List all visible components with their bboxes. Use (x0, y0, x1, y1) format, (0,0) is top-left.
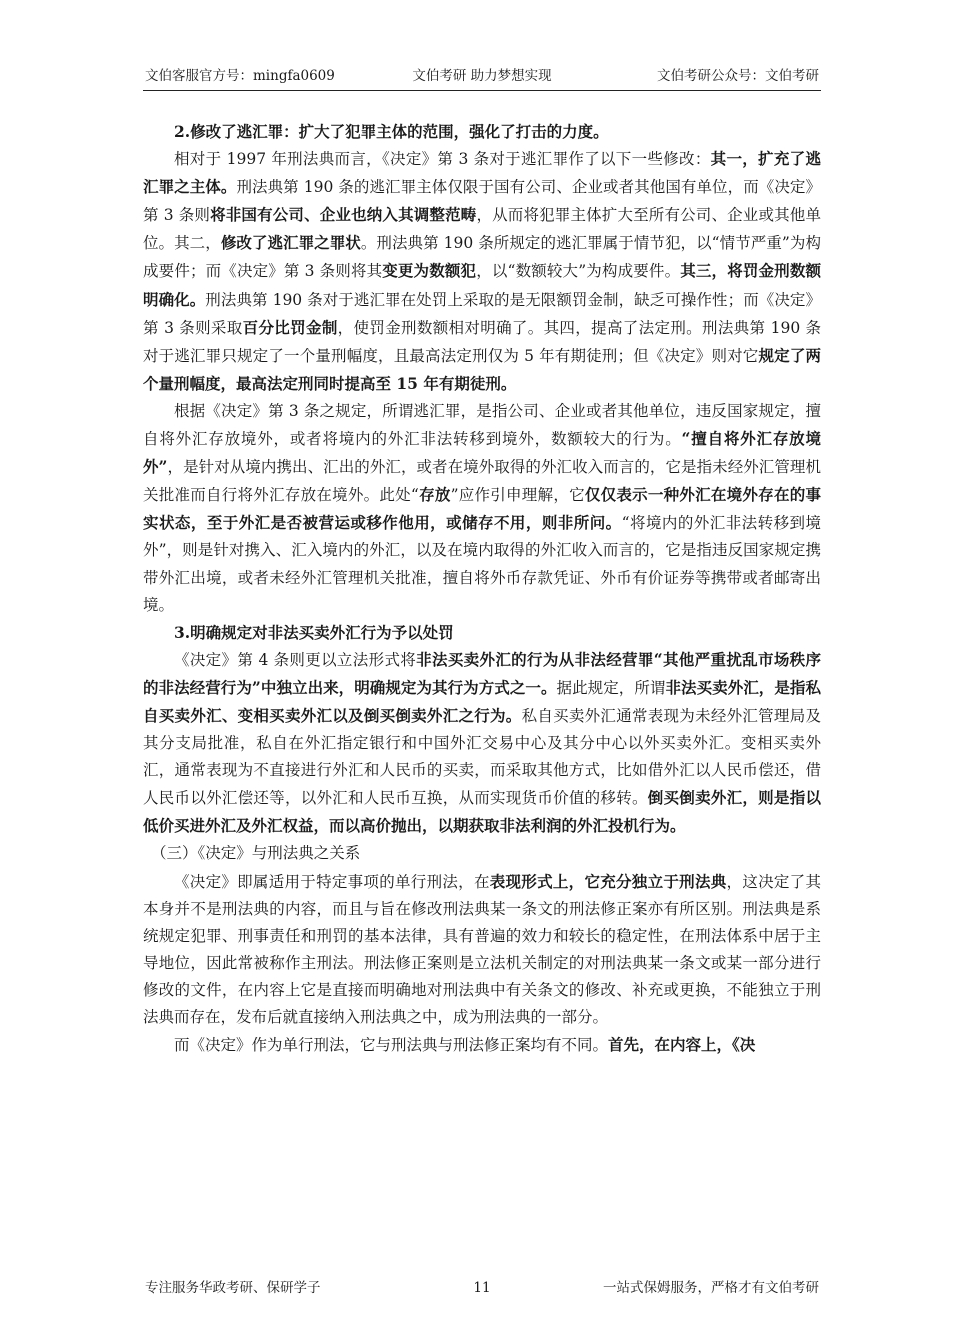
section-heading-2: 2.修改了逃汇罪：扩大了犯罪主体的范围，强化了打击的力度。 (174, 122, 609, 141)
page-number: 11 (473, 1280, 491, 1296)
header-right-text: 文伯考研公众号：文伯考研 (657, 68, 819, 84)
paragraph-decision-differences: 而《决定》作为单行刑法，它与刑法典与刑法修正案均有不同。首先，在内容上，《决 (174, 1035, 756, 1055)
page-footer (143, 1278, 821, 1298)
header-center-text: 文伯考研 助力梦想实现 (412, 68, 552, 84)
footer-left-text: 专注服务华政考研、保研学子 (145, 1280, 321, 1296)
paragraph-illegal-forex-trading: 《决定》第 4 条则更以立法形式将非法买卖外汇的行为从非法经营罪“其他严重扰乱市场秩序的非法经营行为”中独立出来，明确规定为其行为方式之一。据此规定，所谓非法买卖外汇，是指私自买卖外汇、变相买卖外汇以及倒买倒卖外汇之行为。私自买卖外汇通常表现为未经外汇管理局及其分支局批准，私自在外汇指定银行和中国外汇交易中心及其分中心以外买卖外汇。变相买卖外汇，通常表现为不直接进行外汇和人民币的买卖，而采取其他方式，比如借外汇以人民币偿还，借人民币以外汇偿还等，以外汇和人民币互换，从而实现货币价值的移转。倒买倒卖外汇，则是指以低价买进外汇及外汇权益，而以高价抛出，以期获取非法利润的外汇投机行为。 (143, 649, 822, 836)
page-header (143, 66, 821, 91)
section-heading-san: （三）《决定》与刑法典之关系 (151, 844, 361, 863)
page-body (143, 118, 821, 1059)
header-left-text: 文伯客服官方号：mingfa0609 (145, 68, 335, 84)
paragraph-escape-forex-changes: 相对于 1997 年刑法典而言，《决定》第 3 条对于逃汇罪作了以下一些修改：其一，扩充了逃汇罪之主体。刑法典第 190 条的逃汇罪主体仅限于国有公司、企业或者其他国有单位，而《决定》第 3 条则将非国有公司、企业也纳入其调整范畴，从而将犯罪主体扩大至所有公司、企业或其他单位。其二，修改了逃汇罪之罪状。刑法典第 190 条所规定的逃汇罪属于情节犯，以“情节严重”为构成要件；而《决定》第 3 条则将其变更为数额犯，以“数额较大”为构成要件。其三，将罚金刑数额明确化。刑法典第 190 条对于逃汇罪在处罚上采取的是无限额罚金制，缺乏可操作性；而《决定》第 3 条则采取百分比罚金制，使罚金刑数额相对明确了。其四，提高了法定刑。刑法典第 190 条对于逃汇罪只规定了一个量刑幅度，且最高法定刑仅为 5 年有期徒刑；但《决定》则对它规定了两个量刑幅度，最高法定刑同时提高至 15 年有期徒刑。 (143, 149, 821, 393)
paragraph-decision-vs-criminal-code: 《决定》即属适用于特定事项的单行刑法，在表现形式上，它充分独立于刑法典，这决定了其本身并不是刑法典的内容，而且与旨在修改刑法典某一条文的刑法修正案亦有所区别。刑法典是系统规定犯罪、刑事责任和刑罚的基本法律，具有普遍的效力和较长的稳定性，在刑法体系中居于主导地位，因此常被称作主刑法。刑法修正案则是立法机关制定的对刑法典某一条文或某一部分进行修改的文件，在内容上它是直接而明确地对刑法典中有关条文的修改、补充或更换，不能独立于刑法典而存在，发布后就直接纳入刑法典之中，成为刑法典的一部分。 (143, 871, 821, 1026)
section-heading-3: 3.明确规定对非法买卖外汇行为予以处罚 (174, 622, 454, 642)
footer-right-text: 一站式保姆服务，严格才有文伯考研 (603, 1280, 819, 1296)
paragraph-escape-forex-definition: 根据《决定》第 3 条之规定，所谓逃汇罪，是指公司、企业或者其他单位，违反国家规定，擅自将外汇存放境外，或者将境内的外汇非法转移到境外，数额较大的行为。“擅自将外汇存放境外”，是针对从境内携出、汇出的外汇，或者在境外取得的外汇收入而言的，它是指未经外汇管理机关批准而自行将外汇存放在境外。此处“存放”应作引申理解，它仅仅表示一种外汇在境外存在的事实状态，至于外汇是否被营运或移作他用，或储存不用，则非所问。“将境内的外汇非法转移到境外”，则是针对携入、汇入境内的外汇，以及在境内取得的外汇收入而言的，它是指违反国家规定携带外汇出境，或者未经外汇管理机关批准，擅自将外币存款凭证、外币有价证券等携带或者邮寄出境。 (143, 401, 821, 614)
